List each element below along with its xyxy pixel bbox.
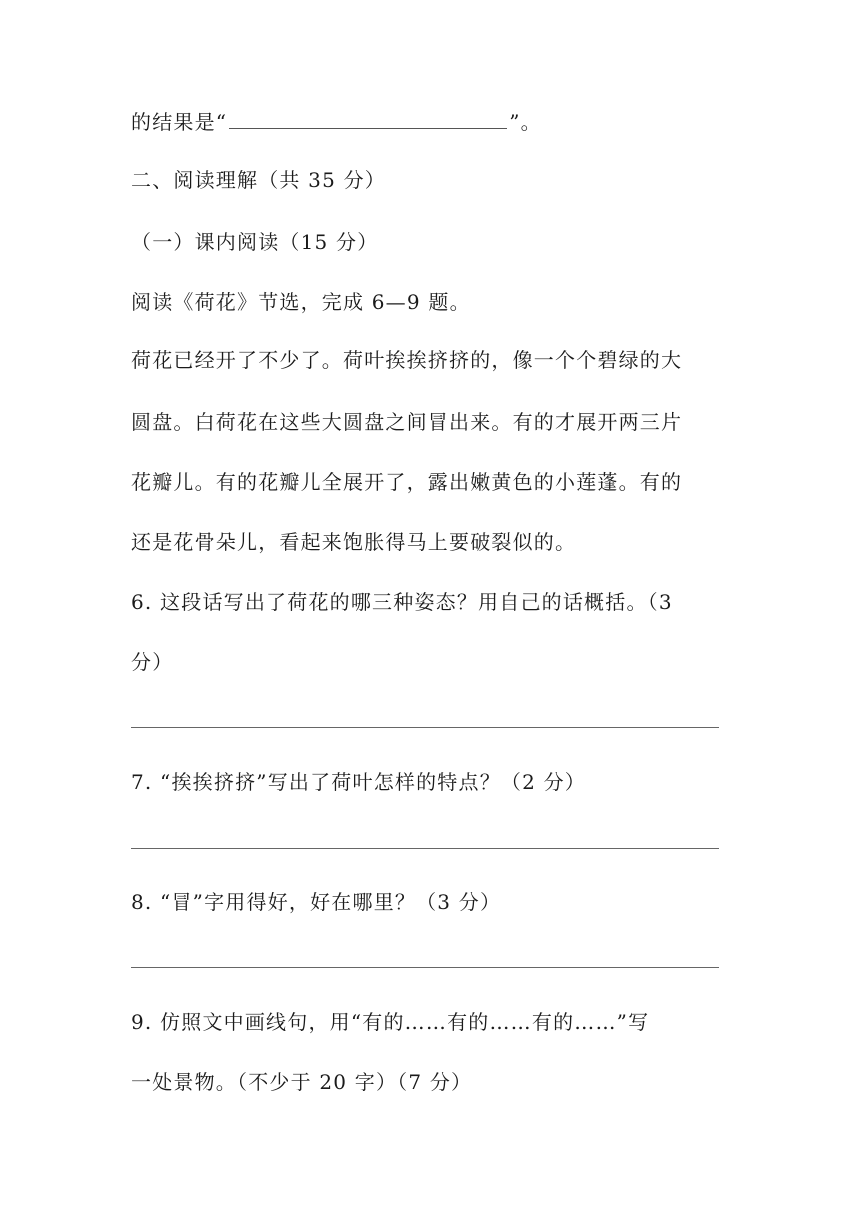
q5-answer-blank[interactable] [229,110,507,129]
question-7: 7. “挨挨挤挤”写出了荷叶怎样的特点？（2 分） [131,770,586,794]
question-6-line-1: 6. 这段话写出了荷花的哪三种姿态？用自己的话概括。（3 [131,590,673,614]
passage-line-3: 花瓣儿。有的花瓣儿全展开了，露出嫩黄色的小莲蓬。有的 [131,470,683,494]
reading-instruction: 阅读《荷花》节选，完成 6—9 题。 [131,290,471,314]
section2-title: 二、阅读理解（共 35 分） [131,168,386,192]
q5-tail [131,108,731,136]
question-8: 8. “冒”字用得好，好在哪里？（3 分） [131,890,502,914]
question-6-line-2: 分） [131,650,174,674]
question-7-answer-line[interactable] [131,848,719,849]
question-9-line-1: 9. 仿照文中画线句，用“有的……有的……有的……”写 [131,1010,650,1034]
question-6-answer-line[interactable] [131,727,719,728]
question-8-answer-line[interactable] [131,967,719,968]
q5-tail-before: 的结果是“ [131,110,228,134]
passage-line-1: 荷花已经开了不少了。荷叶挨挨挤挤的，像一个个碧绿的大 [131,348,683,372]
passage-line-4: 还是花骨朵儿，看起来饱胀得马上要破裂似的。 [131,530,577,554]
passage-line-2: 圆盘。白荷花在这些大圆盘之间冒出来。有的才展开两三片 [131,410,683,434]
q5-tail-after: ”。 [509,110,542,134]
part1-title: （一）课内阅读（15 分） [131,230,379,254]
question-9-line-2: 一处景物。（不少于 20 字）（7 分） [131,1070,473,1094]
